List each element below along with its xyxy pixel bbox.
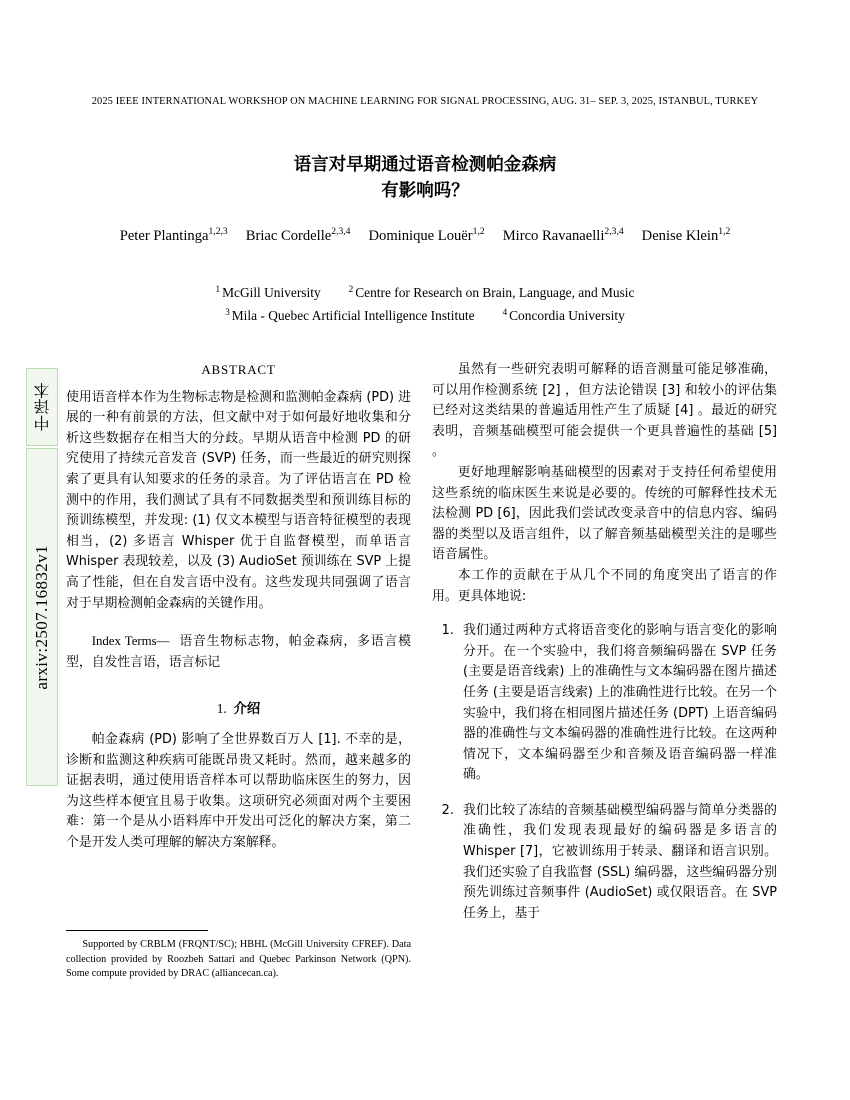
section-heading-intro	[66, 699, 411, 721]
footnote-text: Supported by CRBLM (FRQNT/SC); HBHL (McGill University CFREF). Data collection provided by Roozbeh Sattari and Quebec Parkinson Network (QPN). Some compute provided by DRAC (alliancecan.ca).	[66, 939, 411, 980]
running-header: 2025 IEEE INTERNATIONAL WORKSHOP ON MACHINE LEARNING FOR SIGNAL PROCESSING, AUG. 31– SEP. 3, 2025, ISTANBUL, TURKEY	[91, 96, 759, 107]
footnote-rule	[66, 930, 208, 931]
author-affil-marker: 1,2	[472, 226, 485, 238]
author-entry	[503, 228, 624, 244]
affiliation-marker: 2	[348, 283, 354, 294]
page-title	[120, 152, 730, 204]
index-terms-values: 语音生物标志物，帕金森病，多语言模型，自发性言语，语言标记	[66, 634, 411, 670]
section-title: 介绍	[233, 702, 261, 718]
index-terms	[66, 631, 411, 673]
affiliation-entry	[349, 285, 635, 300]
author-name: Dominique Louër	[368, 228, 473, 244]
affiliation-marker: 4	[502, 306, 508, 317]
abstract-heading: ABSTRACT	[201, 362, 276, 377]
intro-paragraph-1: 帕金森病 (PD) 影响了全世界数百万人 [1]. 不幸的是，诊断和监测这种疾病可能既昂贵又耗时。然而，越来越多的证据表明，通过使用语音样本可以帮助临床医生的努力，因为这些样本便宜且易于收集。这项研究必须面对两个主要困难：第一个是从小语料库中开发出可泛化的解决方案，第二个是开发人类可理解的解决方案解释。	[66, 731, 411, 850]
author-affil-marker: 2,3,4	[331, 226, 351, 238]
author-affil-marker: 1,2	[718, 226, 731, 238]
affiliation-name: Concordia University	[509, 308, 625, 323]
author-entry	[120, 228, 228, 244]
affiliation-marker: 3	[225, 306, 230, 317]
affiliation-marker: 1	[215, 283, 221, 294]
author-name: Peter Plantinga	[119, 228, 209, 244]
arxiv-stamp	[26, 368, 60, 788]
intro-paragraph-2: 虽然有一些研究表明可解释的语音测量可能足够准确，可以用作检测系统 [2] ，但方法论错误 [3] 和较小的评估集已经对这类结果的普遍适用性产生了质疑 [4] 。最近的研究表明，音频基础模型可能会提供一个更具普遍性的基础 [5] 。	[432, 362, 777, 460]
intro-paragraph-3: 更好地理解影响基础模型的因素对于支持任何希望使用这些系统的临床医生来说是必要的。传统的可解释性技术无法检测 PD [6]，因此我们尝试改变录音中的信息内容、编码器的类型以及语言组件，以了解音频基础模型关注的是哪些语音属性。	[432, 464, 777, 563]
title-line-1: 语言对早期通过语音检测帕金森病	[293, 155, 557, 175]
author-affil-marker: 1,2,3	[208, 226, 228, 238]
affiliation-row	[80, 281, 770, 304]
affiliation-entry	[216, 285, 321, 300]
author-name: Briac Cordelle	[245, 228, 332, 244]
index-terms-label: Index Terms—	[91, 634, 170, 649]
author-entry	[642, 228, 731, 244]
right-column	[432, 360, 777, 939]
arxiv-identifier: arxiv:2507.16832v1	[32, 544, 51, 690]
author-entry	[246, 228, 351, 244]
author-name: Mirco Ravanaelli	[502, 228, 605, 244]
intro-paragraph-4: 本工作的贡献在于从几个不同的角度突出了语言的作用。更具体地说:	[432, 567, 777, 604]
list-item: 2. 我们比较了冻结的音频基础模型编码器与简单分类器的准确性，我们发现表现最好的编码器是多语言的 Whisper [7]，它被训练用于转录、翻译和语言识别。我们还实验了自我监督 (SSL) 编码器，这些编码器分别预先训练过音频事件 (AudioSet) 或仅限语音。在 SVP 任务上，基于	[458, 801, 777, 925]
author-list	[55, 228, 795, 245]
left-column	[66, 360, 411, 853]
arxiv-identifier-badge[interactable]	[26, 448, 58, 786]
footnote	[66, 930, 411, 982]
affiliation-name: Mila - Quebec Artificial Intelligence Institute	[231, 308, 475, 323]
affiliation-entry	[225, 308, 474, 323]
author-entry	[368, 228, 484, 244]
author-affil-marker: 2,3,4	[604, 226, 624, 238]
section-number: 1.	[216, 701, 227, 717]
translation-label: 中译本	[32, 382, 52, 432]
affiliation-entry	[503, 308, 625, 323]
affiliation-name: Centre for Research on Brain, Language, and Music	[355, 285, 635, 300]
author-name: Denise Klein	[641, 228, 719, 244]
list-item: 1. 我们通过两种方式将语音变化的影响与语言变化的影响分开。在一个实验中，我们将音频编码器在 SVP 任务 (主要是语音线索) 上的准确性与文本编码器在图片描述任务 (主要是语言线索) 上的准确性进行比较。在另一个实验中，我们将在相同图片描述任务 (DPT) 上语音编码器的准确性与文本编码器的准确性进行比较。在这两种情况下，文本编码器至少和音频及语音编码器一样准确。	[458, 621, 777, 786]
contribution-list	[432, 621, 777, 924]
abstract-body: 使用语音样本作为生物标志物是检测和监测帕金森病 (PD) 进展的一种有前景的方法，但文献中对于如何最好地收集和分析这些数据存在相当大的分歧。早期从语音中检测 PD 的研究使用了持续元音发音 (SVP) 任务，而一些最近的研究则探索了更具有认知要求的任务的录音。为了评估语言在 PD 检测中的作用，我们测试了具有不同数据类型和预训练目标的预训练模型，并发现: (1) 仅文本模型与语音特征模型的表现相当，(2) 多语言 Whisper 优于自监督模型，而单语言 Whisper 表现较差，以及 (3) AudioSet 预训练在 SVP 上提高了性能，但在自发言语中没有。这些发现共同强调了语言对于早期检测帕金森病的关键作用。	[66, 389, 411, 611]
translation-badge	[26, 368, 58, 446]
affiliation-name: McGill University	[222, 285, 321, 300]
title-line-2: 有影响吗？	[381, 181, 469, 201]
affiliation-list	[80, 281, 770, 327]
affiliation-row	[80, 304, 770, 327]
